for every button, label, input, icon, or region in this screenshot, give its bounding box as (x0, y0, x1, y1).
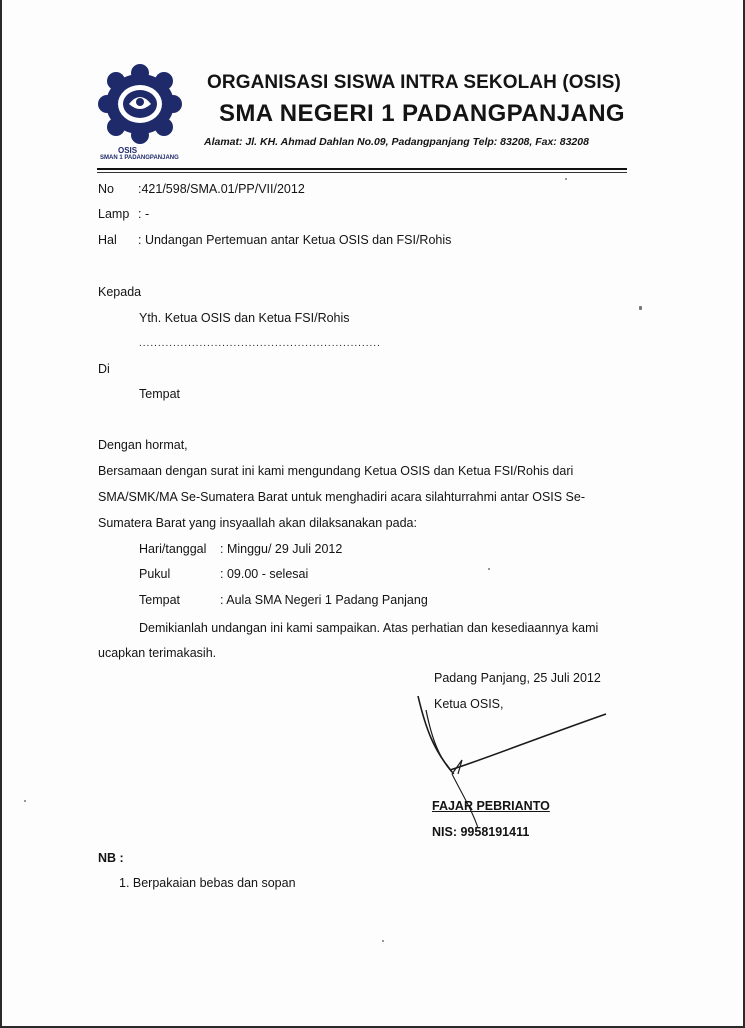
di-label: Di (98, 362, 110, 376)
closing-line-1: Demikianlah undangan ini kami sampaikan. Atas perhatian dan kesediaannya kami (139, 621, 599, 635)
detail-label-date: Hari/tanggal (139, 542, 207, 556)
header-rule-thin (97, 172, 627, 173)
body-line-3: Sumatera Barat yang insyaallah akan dilaksanakan pada: (98, 516, 417, 530)
osis-emblem-icon (95, 64, 185, 144)
handwritten-signature-icon (412, 690, 622, 840)
kepada-label: Kepada (98, 285, 142, 299)
logo-caption-school: SMAN 1 PADANGPANJANG (100, 155, 179, 161)
lamp-label: Lamp (98, 207, 130, 221)
no-value: :421/598/SMA.01/PP/VII/2012 (138, 182, 305, 196)
scan-speck (488, 568, 490, 570)
greeting: Dengan hormat, (98, 438, 188, 452)
hal-label: Hal (98, 233, 117, 247)
signatory-nis: NIS: 9958191411 (432, 825, 530, 839)
detail-value-venue: : Aula SMA Negeri 1 Padang Panjang (220, 593, 428, 607)
signature-place-date: Padang Panjang, 25 Juli 2012 (434, 671, 601, 685)
detail-value-date: : Minggu/ 29 Juli 2012 (220, 542, 343, 556)
signatory-name: FAJAR PEBRIANTO (432, 799, 550, 813)
closing-line-2: ucapkan terimakasih. (98, 646, 217, 660)
detail-value-time: : 09.00 - selesai (220, 567, 309, 581)
recipient-place: Tempat (139, 387, 180, 401)
signature-title: Ketua OSIS, (434, 697, 504, 711)
no-label: No (98, 182, 114, 196)
note-item-1: 1. Berpakaian bebas dan sopan (119, 876, 296, 890)
detail-label-time: Pukul (139, 567, 171, 581)
scan-speck (565, 178, 567, 180)
recipient-name: Yth. Ketua OSIS dan Ketua FSI/Rohis (139, 311, 350, 325)
school-address: Alamat: Jl. KH. Ahmad Dahlan No.09, Padangpanjang Telp: 83208, Fax: 83208 (204, 136, 589, 148)
hal-value: : Undangan Pertemuan antar Ketua OSIS dan FSI/Rohis (138, 233, 452, 247)
school-name: SMA NEGERI 1 PADANGPANJANG (219, 100, 626, 127)
notes-label: NB : (98, 851, 124, 865)
lamp-value: : - (138, 207, 150, 221)
scan-speck (639, 306, 642, 310)
recipient-dots: ................................................................ (139, 338, 381, 349)
scan-speck (24, 800, 26, 802)
organization-name: ORGANISASI SISWA INTRA SEKOLAH (OSIS) (207, 72, 621, 93)
detail-label-venue: Tempat (139, 593, 180, 607)
logo-caption-osis: OSIS (118, 146, 138, 155)
header-rule-thick (97, 168, 627, 170)
body-line-1: Bersamaan dengan surat ini kami mengundang Ketua OSIS dan Ketua FSI/Rohis dari (98, 464, 574, 478)
body-line-2: SMA/SMK/MA Se-Sumatera Barat untuk menghadiri acara silahturrahmi antar OSIS Se- (98, 490, 586, 504)
scan-speck (382, 940, 384, 942)
